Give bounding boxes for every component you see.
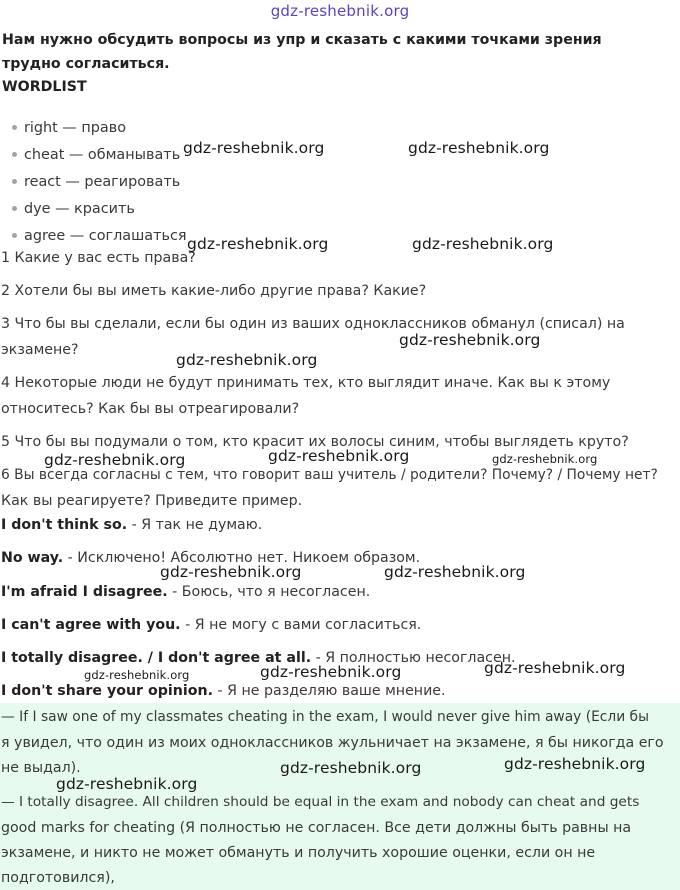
question-line: 6 Вы всегда согласны с тем, что говорит ваш учитель / родители? Почему? / Почему нет? bbox=[1, 467, 658, 483]
bullet-icon bbox=[12, 179, 17, 184]
site-watermark: gdz-reshebnik.org bbox=[160, 563, 302, 581]
site-watermark-top[interactable]: gdz-reshebnik.org bbox=[270, 2, 410, 20]
bullet-icon bbox=[12, 206, 17, 211]
phrase-english: No way. bbox=[1, 550, 64, 566]
question-line: относитесь? Как бы вы отреагировали? bbox=[1, 401, 300, 417]
phrase-english: I don't share your opinion. bbox=[1, 683, 213, 699]
phrase-english: I can't agree with you. bbox=[1, 617, 181, 633]
answer-line: экзамене, и никто не может обмануть и получить хорошие оценки, если он не bbox=[1, 845, 596, 861]
site-watermark: gdz-reshebnik.org bbox=[84, 668, 190, 682]
question-line: 4 Некоторые люди не будут принимать тех, кто выглядит иначе. Как вы к этому bbox=[1, 375, 611, 391]
answer-line: я увидел, что один из моих одноклассников жульничает на экзамене, я бы никогда его bbox=[1, 735, 664, 751]
site-watermark: gdz-reshebnik.org bbox=[399, 331, 541, 349]
site-watermark: gdz-reshebnik.org bbox=[504, 755, 646, 773]
question-line: 3 Что бы вы сделали, если бы один из ваших одноклассников обманул (списал) на bbox=[1, 316, 625, 332]
site-watermark: gdz-reshebnik.org bbox=[176, 351, 318, 369]
site-watermark: gdz-reshebnik.org bbox=[412, 235, 554, 253]
phrase-translation: - Я не разделяю ваше мнение. bbox=[212, 683, 446, 699]
bullet-icon bbox=[12, 125, 17, 130]
site-watermark: gdz-reshebnik.org bbox=[187, 235, 329, 253]
phrase-translation: - Исключено! Абсолютно нет. Никоем образом. bbox=[63, 550, 421, 566]
answer-line: — If I saw one of my classmates cheating in the exam, I would never give him away (Если бы bbox=[1, 709, 649, 725]
question-line: 1 Какие у вас есть права? bbox=[1, 250, 196, 266]
answer-line: подготовился), bbox=[1, 870, 115, 886]
site-watermark: gdz-reshebnik.org bbox=[384, 563, 526, 581]
phrase-english: I don't think so. bbox=[1, 517, 128, 533]
wordlist-item: agree — соглашаться bbox=[12, 226, 187, 246]
bullet-icon bbox=[12, 152, 17, 157]
wordlist-item: dye — красить bbox=[12, 199, 135, 219]
question-line: 5 Что бы вы подумали о том, кто красит их волосы синим, чтобы выглядеть круто? bbox=[1, 434, 629, 450]
site-watermark: gdz-reshebnik.org bbox=[280, 759, 422, 777]
phrase-english: I'm afraid I disagree. bbox=[1, 584, 168, 600]
wordlist-item: react — реагировать bbox=[12, 172, 180, 192]
question-line: 2 Хотели бы вы иметь какие-либо другие права? Какие? bbox=[1, 283, 427, 299]
phrase-line bbox=[1, 648, 515, 668]
phrase-line bbox=[1, 582, 370, 602]
phrase-line bbox=[1, 681, 446, 701]
task-intro: Нам нужно обсудить вопросы из упр и сказать с какими точками зрения трудно согласиться. bbox=[2, 32, 602, 72]
phrase-line bbox=[1, 615, 421, 635]
site-watermark: gdz-reshebnik.org bbox=[56, 775, 198, 793]
wordlist-title: WORDLIST bbox=[2, 79, 87, 95]
question-line: Как вы реагируете? Приведите пример. bbox=[1, 493, 303, 509]
phrase-translation: - Я не могу с вами согласиться. bbox=[180, 617, 422, 633]
phrase-english: I totally disagree. / I don't agree at all. bbox=[1, 650, 312, 666]
answer-line: good marks for cheating (Я полностью не согласен. Все дети должны быть равны на bbox=[1, 820, 632, 836]
site-watermark: gdz-reshebnik.org bbox=[268, 447, 410, 465]
answer-line: не выдал). bbox=[1, 760, 81, 776]
wordlist-item: right — право bbox=[12, 118, 126, 138]
phrase-translation: - Боюсь, что я несогласен. bbox=[167, 584, 371, 600]
site-watermark: gdz-reshebnik.org bbox=[408, 139, 550, 157]
site-watermark: gdz-reshebnik.org bbox=[183, 139, 325, 157]
bullet-icon bbox=[12, 233, 17, 238]
wordlist-item: cheat — обманывать bbox=[12, 145, 180, 165]
site-watermark: gdz-reshebnik.org bbox=[44, 451, 186, 469]
site-watermark: gdz-reshebnik.org bbox=[260, 663, 402, 681]
phrase-translation: - Я полностью несогласен. bbox=[311, 650, 516, 666]
phrase-translation: - Я так не думаю. bbox=[127, 517, 263, 533]
question-line: экзамене? bbox=[1, 342, 79, 358]
answer-line: — I totally disagree. All children should be equal in the exam and nobody can cheat and gets bbox=[1, 794, 640, 810]
site-watermark: gdz-reshebnik.org bbox=[484, 659, 626, 677]
phrase-line bbox=[1, 515, 262, 535]
site-watermark: gdz-reshebnik.org bbox=[492, 452, 598, 466]
